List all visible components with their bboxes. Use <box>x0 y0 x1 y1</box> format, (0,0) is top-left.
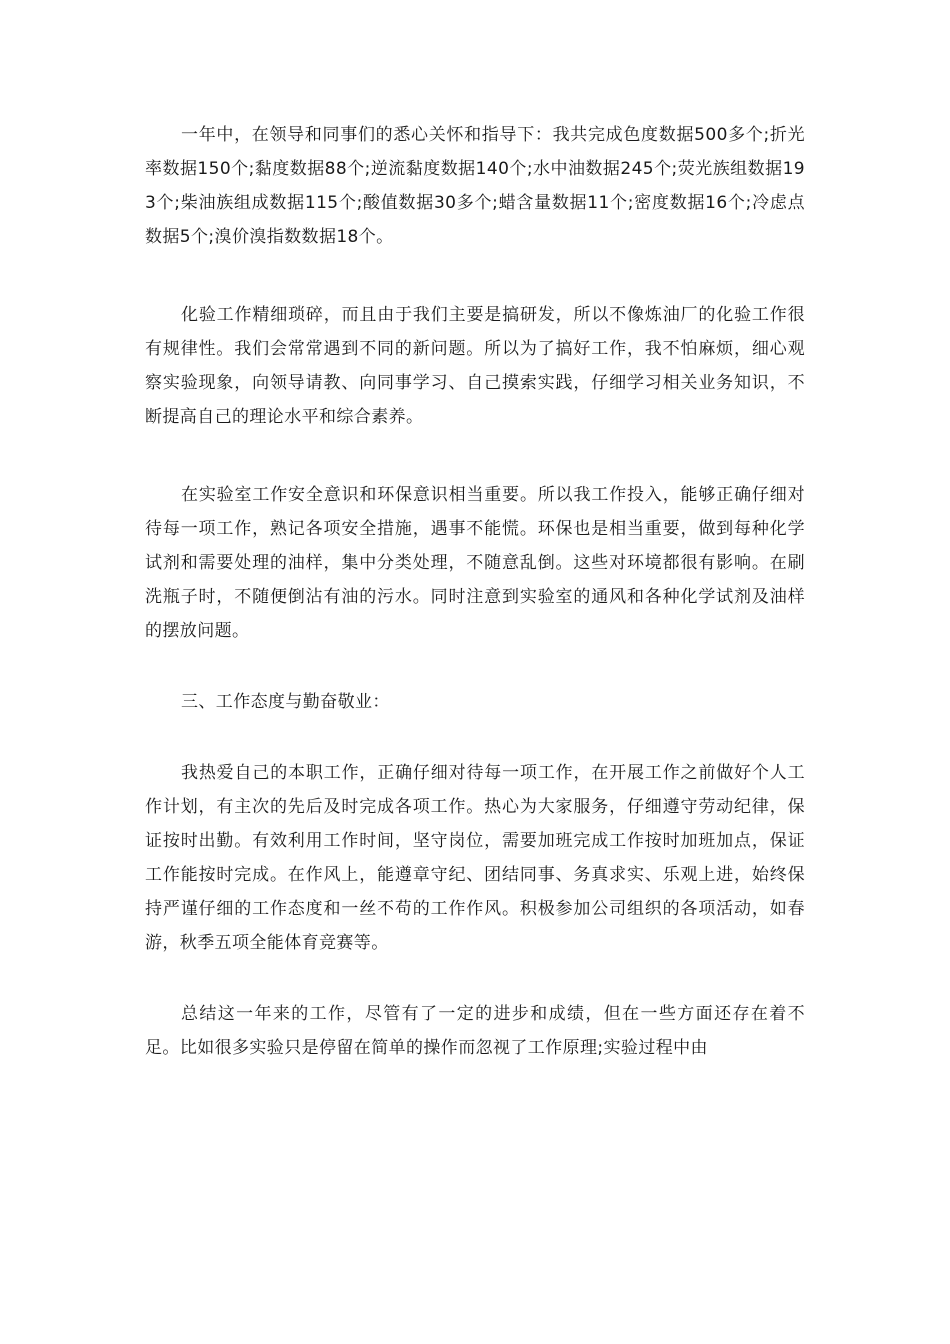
paragraph-attitude: 我热爱自己的本职工作，正确仔细对待每一项工作，在开展工作之前做好个人工作计划，有主次的先后及时完成各项工作。热心为大家服务，仔细遵守劳动纪律，保证按时出勤。有效利用工作时间，坚守岗位，需要加班完成工作按时加班加点，保证工作能按时完成。在作风上，能遵章守纪、团结同事、务真求实、乐观上进，始终保持严谨仔细的工作态度和一丝不苟的工作作风。积极参加公司组织的各项活动，如春游，秋季五项全能体育竞赛等。 <box>145 763 805 953</box>
paragraph-lab-work: 化验工作精细琐碎，而且由于我们主要是搞研发，所以不像炼油厂的化验工作很有规律性。我们会常常遇到不同的新问题。所以为了搞好工作，我不怕麻烦，细心观察实验现象，向领导请教、向同事学习、自己摸索实践，仔细学习相关业务知识，不断提高自己的理论水平和综合素养。 <box>145 305 805 427</box>
document-page <box>145 118 805 1065</box>
section-heading: 三、工作态度与勤奋敬业： <box>181 692 390 712</box>
paragraph-work-data: 一年中，在领导和同事们的悉心关怀和指导下：我共完成色度数据500多个;折光率数据150个;黏度数据88个;逆流黏度数据140个;水中油数据245个;荧光族组数据193个;柴油族组成数据115个;酸值数据30多个;蜡含量数据11个;密度数据16个;冷虑点数据5个;溴价溴指数数据18个。 <box>145 125 805 247</box>
paragraph-safety: 在实验室工作安全意识和环保意识相当重要。所以我工作投入，能够正确仔细对待每一项工作，熟记各项安全措施，遇事不能慌。环保也是相当重要，做到每种化学试剂和需要处理的油样，集中分类处理，不随意乱倒。这些对环境都很有影响。在刷洗瓶子时，不随便倒沾有油的污水。同时注意到实验室的通风和各种化学试剂及油样的摆放问题。 <box>145 485 805 641</box>
paragraph-summary: 总结这一年来的工作，尽管有了一定的进步和成绩，但在一些方面还存在着不足。比如很多实验只是停留在简单的操作而忽视了工作原理;实验过程中由 <box>145 1004 805 1058</box>
